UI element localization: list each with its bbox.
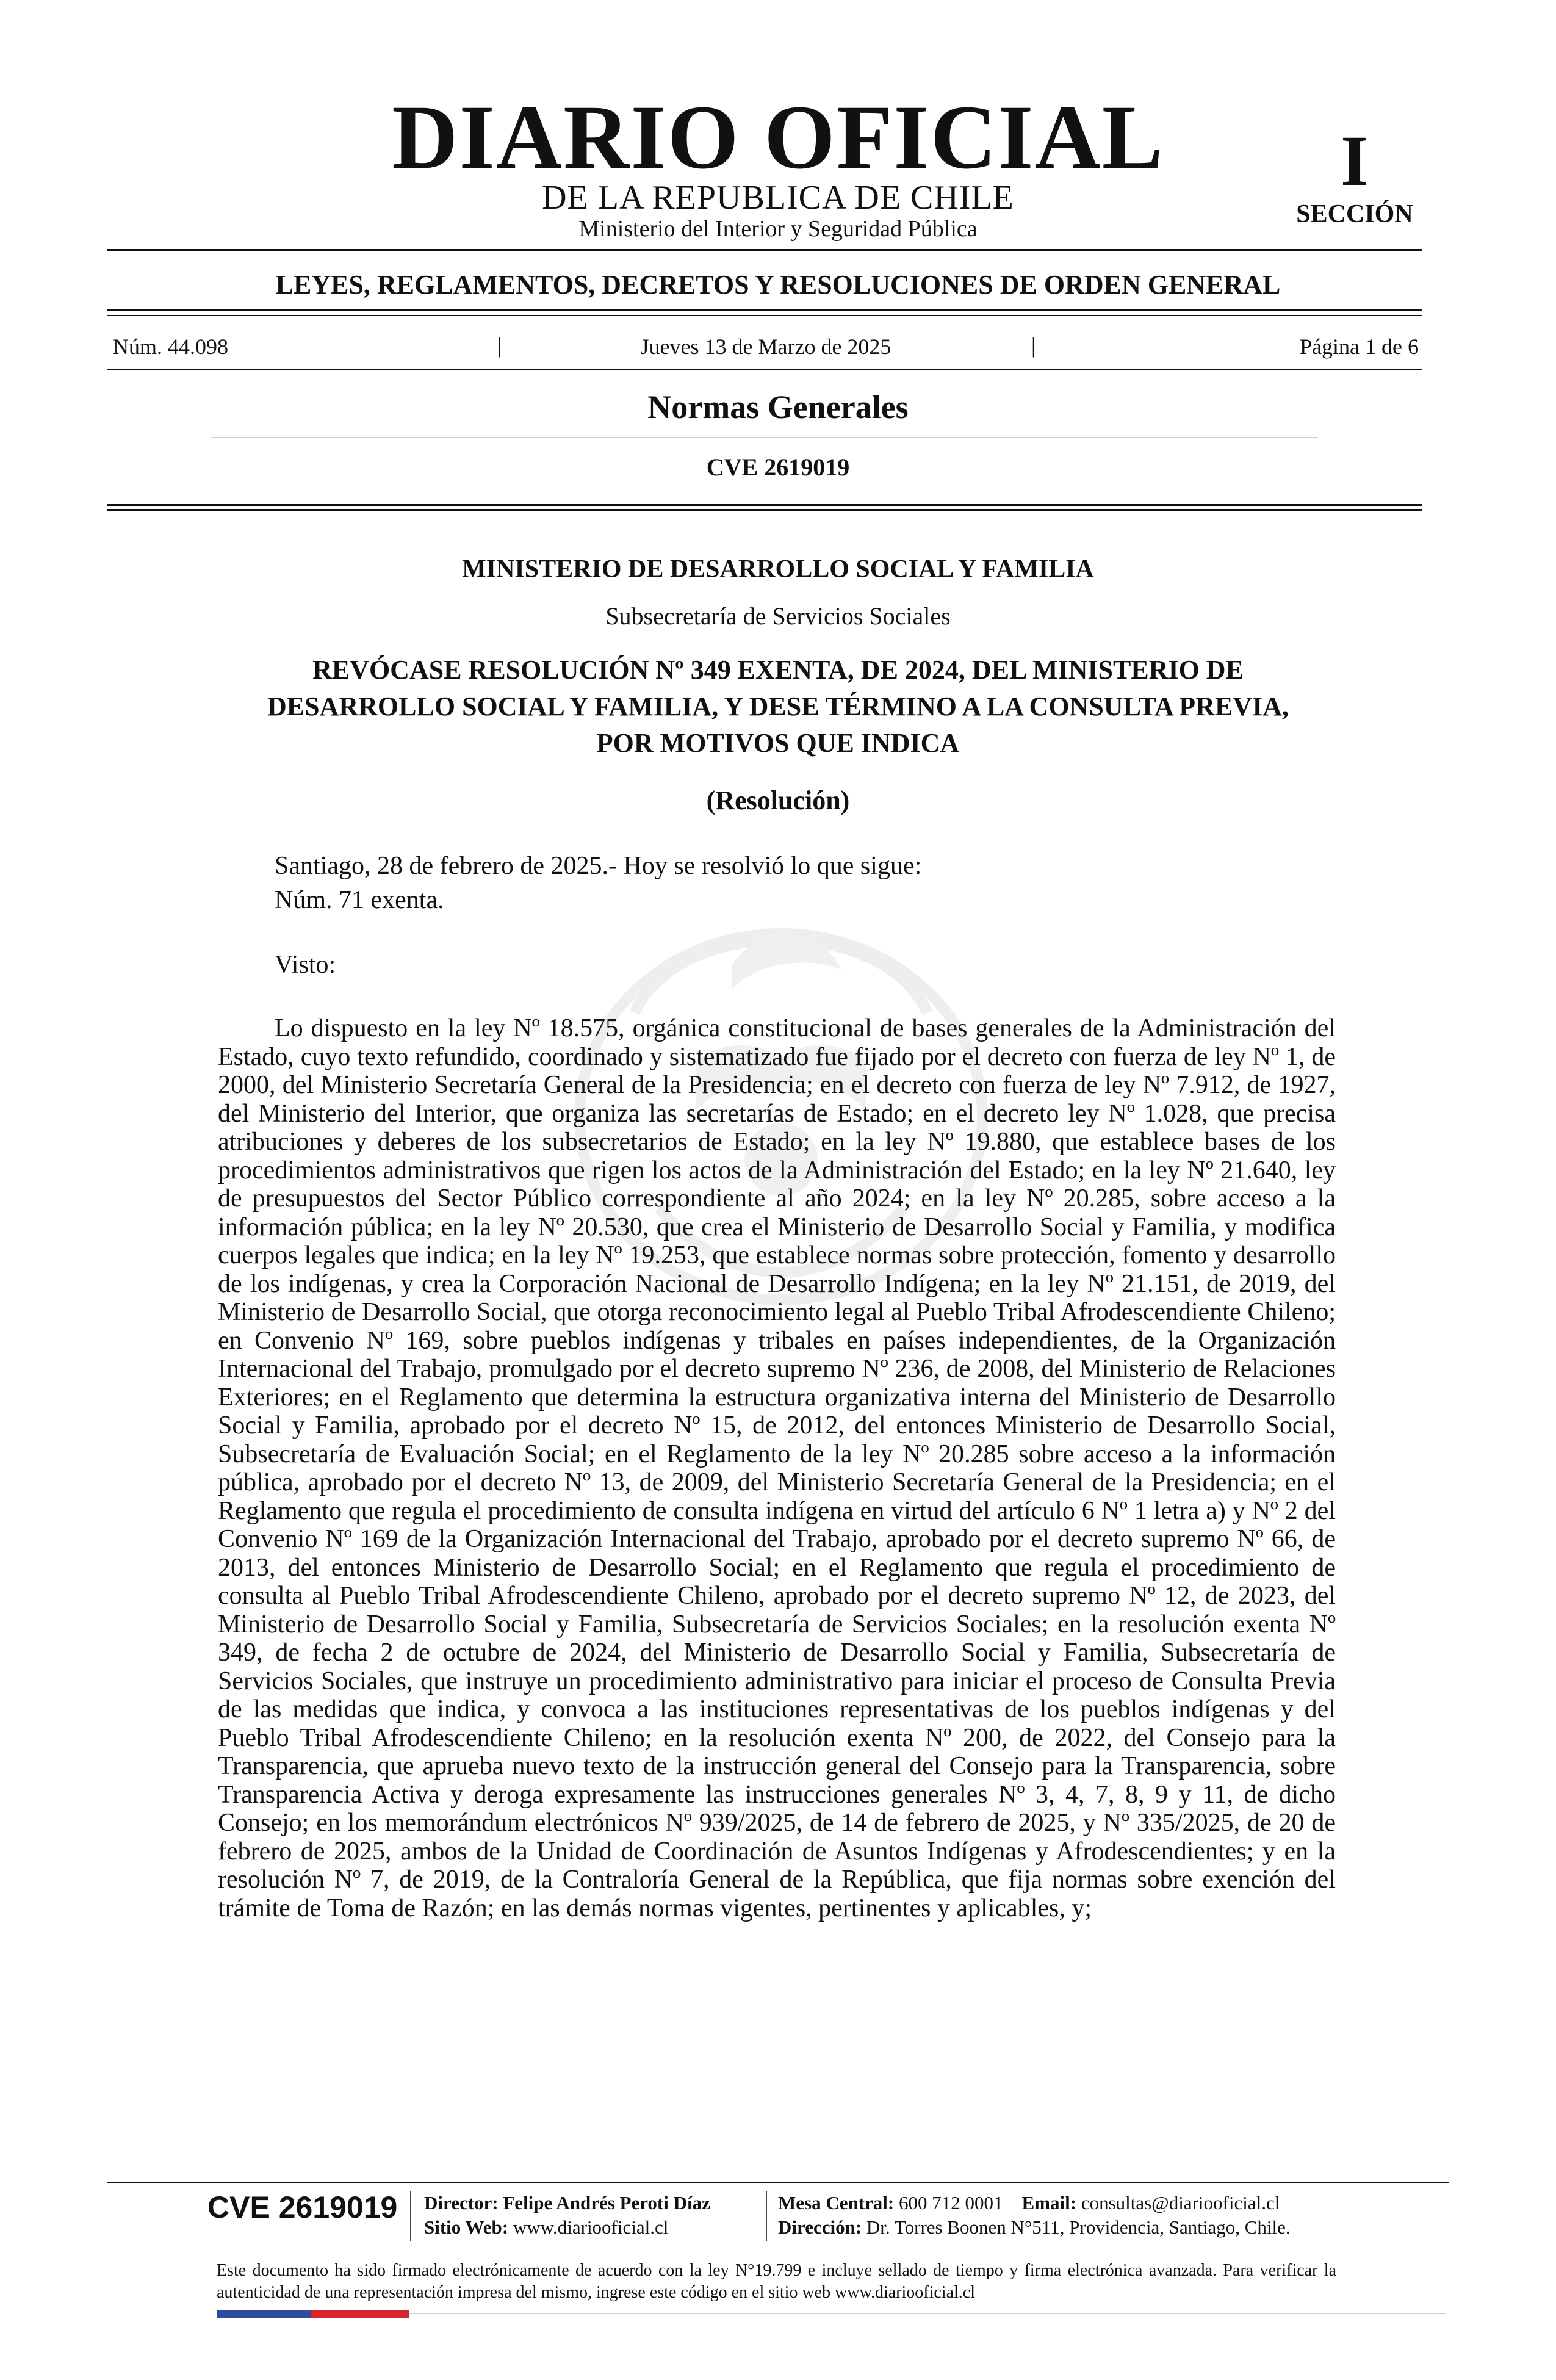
email-link[interactable]: consultas@diariooficial.cl — [1081, 2192, 1280, 2213]
issue-separator: | — [1031, 333, 1036, 358]
issuing-ministry: MINISTERIO DE DESARROLLO SOCIAL Y FAMILIA — [462, 555, 1094, 583]
masthead-title: DIARIO OFICIAL — [392, 87, 1164, 188]
section-rule-double — [107, 509, 1422, 511]
address-label: Dirección: — [778, 2216, 862, 2238]
section-divider — [211, 437, 1318, 438]
site-link[interactable]: www.diariooficial.cl — [513, 2216, 669, 2238]
footer-director-block — [424, 2191, 710, 2240]
footer-cve: CVE 2619019 — [207, 2190, 398, 2224]
resolution-type: (Resolución) — [706, 785, 850, 815]
banner-rule-thin — [107, 315, 1422, 316]
section-heading: Normas Generales — [647, 389, 909, 425]
issuing-subsecretaria: Subsecretaría de Servicios Sociales — [605, 602, 951, 630]
resolution-title-line: DESARROLLO SOCIAL Y FAMILIA, Y DESE TÉRMINO A LA CONSULTA PREVIA, — [267, 691, 1289, 721]
masthead-rule-top — [107, 249, 1422, 251]
phone-label: Mesa Central: — [778, 2192, 895, 2213]
address-value: Dr. Torres Boonen N°511, Providencia, Santiago, Chile. — [866, 2216, 1291, 2238]
phone-value: 600 712 0001 — [899, 2192, 1003, 2213]
footer-divider — [410, 2191, 411, 2241]
director-name: Felipe Andrés Peroti Díaz — [503, 2192, 710, 2213]
flag-stripe-blue — [217, 2310, 311, 2318]
director-label: Director: — [424, 2192, 499, 2213]
issue-separator: | — [497, 333, 502, 358]
resolution-title — [183, 652, 1373, 762]
resolution-title-line: POR MOTIVOS QUE INDICA — [596, 728, 960, 758]
section-label: SECCIÓN — [1296, 200, 1413, 228]
footer-rule — [107, 2182, 1449, 2183]
footer-gray-line — [409, 2313, 1446, 2314]
cve-code: CVE 2619019 — [706, 453, 850, 481]
visto-body: Lo dispuesto en la ley Nº 18.575, orgánica constitucional de bases generales de la Administración del Estado, cuyo texto refundido, coordinado y sistematizado fue fijado por el decreto con fuerza de ley Nº 1, de 2000, del Ministerio Secretaría General de la Presidencia; en el decreto con fuerza de ley Nº 7.912, de 1927, del Ministerio del Interior, que organiza las secretarías de Estado; en el decreto ley Nº 1.028, que precisa atribuciones y deberes de los subsecretarios de Estado; en la ley Nº 19.880, que establece bases de los procedimientos administrativos que rigen los actos de la Administración del Estado; en la ley Nº 21.640, ley de presupuestos del Sector Público correspondiente al año 2024; en la ley Nº 20.285, sobre acceso a la información pública; en la ley Nº 20.530, que crea el Ministerio de Desarrollo Social y Familia, y modifica cuerpos legales que indica; en la ley Nº 19.253, que establece normas sobre protección, fomento y desarrollo de los indígenas, y crea la Corporación Nacional de Desarrollo Indígena; en la ley Nº 21.151, de 2019, del Ministerio de Desarrollo Social, que otorga reconocimiento legal al Pueblo Tribal Afrodescendiente Chileno; en Convenio Nº 169, sobre pueblos indígenas y tribales en países independientes, de la Organización Internacional del Trabajo, promulgado por el decreto supremo Nº 236, de 2008, del Ministerio de Relaciones Exteriores; en el Reglamento que determina la estructura organizativa interna del Ministerio de Desarrollo Social y Familia, aprobado por el decreto Nº 15, de 2012, del entonces Ministerio de Desarrollo Social, Subsecretaría de Evaluación Social; en el Reglamento de la ley Nº 20.285 sobre acceso a la información pública, aprobado por el decreto Nº 13, de 2009, del Ministerio Secretaría General de la Presidencia; en el Reglamento que regula el procedimiento de consulta indígena en virtud del artículo 6 Nº 1 letra a) y Nº 2 del Convenio Nº 169 de la Organización Internacional del Trabajo, aprobado por el decreto supremo Nº 66, de 2013, del entonces Ministerio de Desarrollo Social; en el Reglamento que regula el procedimiento de consulta al Pueblo Tribal Afrodescendiente Chileno, aprobado por el decreto supremo Nº 12, de 2023, del Ministerio de Desarrollo Social y Familia, Subsecretaría de Servicios Sociales; en la resolución exenta Nº 349, de fecha 2 de octubre de 2024, del Ministerio de Desarrollo Social y Familia, Subsecretaría de Servicios Sociales, que instruye un procedimiento administrativo para iniciar el proceso de Consulta Previa de las medidas que indica, y convoca a las instituciones representativas de los pueblos indígenas y del Pueblo Tribal Afrodescendiente Chileno; en la resolución exenta Nº 200, de 2022, del Consejo para la Transparencia, que aprueba nuevo texto de la instrucción general del Consejo para la Transparencia, sobre Transparencia Activa y deroga expresamente las instrucciones generales Nº 3, 4, 7, 8, 9 y 11, de dicho Consejo; en los memorándum electrónicos Nº 939/2025, de 14 de febrero de 2025, y Nº 335/2025, de 20 de febrero de 2025, ambos de la Unidad de Coordinación de Asuntos Indígenas y Afrodescendientes; y en la resolución Nº 7, de 2019, de la Contraloría General de la República, que fija normas sobre exención del trámite de Toma de Razón; en las demás normas vigentes, pertinentes y aplicables, y; — [218, 1014, 1336, 1922]
section-number: I — [1341, 121, 1369, 201]
resolution-title-line: REVÓCASE RESOLUCIÓN Nº 349 EXENTA, DE 2024, DEL MINISTERIO DE — [312, 655, 1244, 685]
place-date: Santiago, 28 de febrero de 2025.- Hoy se resolvió lo que sigue: — [275, 852, 922, 880]
section-rule — [107, 504, 1422, 506]
visto-label: Visto: — [275, 951, 336, 979]
footer-contact-block — [778, 2191, 1291, 2240]
issue-number: Núm. 44.098 — [113, 334, 228, 359]
site-label: Sitio Web: — [424, 2216, 509, 2238]
masthead-subtitle: DE LA REPUBLICA DE CHILE — [542, 179, 1014, 217]
email-label: Email: — [1021, 2192, 1077, 2213]
masthead-ministry: Ministerio del Interior y Seguridad Pública — [578, 216, 978, 242]
footer-divider — [766, 2191, 767, 2241]
issue-date: Jueves 13 de Marzo de 2025 — [640, 334, 891, 359]
resolution-number: Núm. 71 exenta. — [275, 886, 444, 914]
masthead-banner: LEYES, REGLAMENTOS, DECRETOS Y RESOLUCIONES DE ORDEN GENERAL — [275, 270, 1281, 300]
issue-rule — [107, 369, 1422, 370]
banner-rule — [107, 309, 1422, 311]
footer-legal-note: Este documento ha sido firmado electrónicamente de acuerdo con la ley N°19.799 e incluye sellado de tiempo y firma electrónica avanzada. Para verificar la autenticidad de una representación impresa del mismo, ingrese este código en el sitio web www.diariooficial.cl — [217, 2261, 1336, 2302]
flag-stripe-red — [311, 2310, 409, 2318]
issue-page: Página 1 de 6 — [1300, 334, 1419, 359]
